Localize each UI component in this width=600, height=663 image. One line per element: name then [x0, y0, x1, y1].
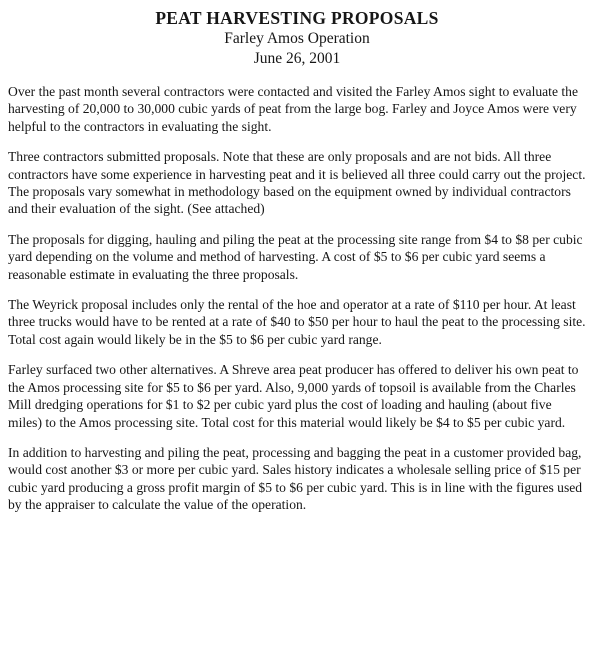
paragraph-contractors-visit: Over the past month several contractors were contacted and visited the Farley Amos sight to evaluate the harvesting of 20,000 to 30,000 cubic yards of peat from the large bog. Farley and Joyce Amos were very helpful to the contractors in evaluating the sight. [8, 84, 579, 134]
paragraph-proposals-submitted: Three contractors submitted proposals. Note that these are only proposals and are not bids. All three contractors have some experience in harvesting peat and it is believed all three could carry out the project. The proposals vary somewhat in methodology based on the equipment owned by individual contractors and their evaluation of the sight. (See attached) [8, 149, 586, 217]
paragraph-cost-range: The proposals for digging, hauling and piling the peat at the processing site range from $4 to $8 per cubic yard depending on the volume and method of harvesting. A cost of $5 to $6 per cubic yard seems a reasonable estimate in evaluating the three proposals. [8, 231, 583, 282]
paragraph-weyrick-proposal: The Weyrick proposal includes only the rental of the hoe and operator at a rate of $110 per hour. At least three trucks would have to be rented at a rate of $40 to $50 per hour to haul the peat to the processing site. Total cost again would likely be in the $5 to $6 per cubic yard range. [8, 297, 586, 347]
operation-name: Farley Amos Operation [224, 30, 370, 47]
paragraph-alternatives: Farley surfaced two other alternatives. A Shreve area peat producer has offered to deliver his own peat to the Amos processing site for $5 to $6 per yard. Also, 9,000 yards of topsoil is available from the Charles Mill dredging operations for $1 to $2 per cubic yard plus the cost of loading and hauling (about five miles) to the Amos processing site. Total cost for this material would likely be $4 to $5 per cubic yard. [8, 362, 579, 430]
paragraph-processing-bagging: In addition to harvesting and piling the peat, processing and bagging the peat in a customer provided bag, would cost another $3 or more per cubic yard. Sales history indicates a wholesale selling price of $15 per cubic yard producing a gross profit margin of $5 to $6 per cubic yard. This is in line with the figures used by the appraiser to calculate the value of the operation. [8, 444, 583, 513]
document-date: June 26, 2001 [253, 50, 341, 67]
document-header [8, 8, 586, 69]
document-title: PEAT HARVESTING PROPOSALS [155, 8, 439, 28]
